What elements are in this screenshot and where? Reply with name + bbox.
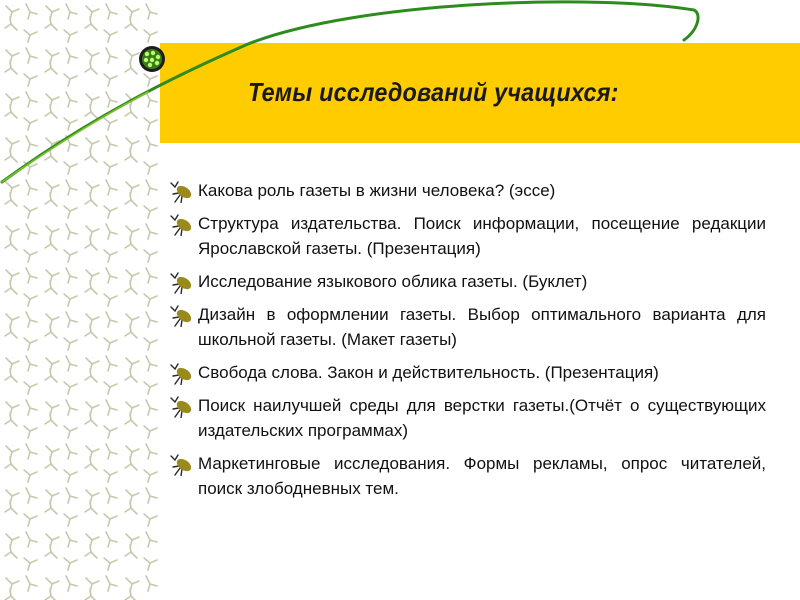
insect-bullet-icon [168, 181, 194, 203]
list-item-text: Поиск наилучшей среды для верстки газеты.(Отчёт о существующих издательских программах) [198, 396, 766, 440]
insect-bullet-icon [168, 305, 194, 327]
list-item [168, 451, 766, 501]
topic-list [168, 178, 766, 509]
insect-bullet-icon [168, 214, 194, 236]
insect-bullet-icon [168, 396, 194, 418]
list-item-text: Исследование языкового облика газеты. (Буклет) [198, 272, 588, 291]
list-item [168, 302, 766, 352]
list-item-text: Дизайн в оформлении газеты. Выбор оптимального варианта для школьной газеты. (Макет газеты) [198, 305, 766, 349]
list-item-text: Какова роль газеты в жизни человека? (эссе) [198, 181, 556, 200]
insect-bullet-icon [168, 272, 194, 294]
decorative-pattern-strip [0, 0, 160, 600]
list-item [168, 178, 766, 203]
list-item [168, 269, 766, 294]
insect-bullet-icon [168, 363, 194, 385]
list-item-text: Маркетинговые исследования. Формы рекламы, опрос читателей, поиск злободневных тем. [198, 454, 766, 498]
list-item [168, 211, 766, 261]
slide-title: Темы исследований учащихся: [248, 77, 619, 107]
insect-bullet-icon [168, 454, 194, 476]
list-item-text: Свобода слова. Закон и действительность. (Презентация) [198, 363, 659, 382]
list-item [168, 360, 766, 385]
list-item [168, 393, 766, 443]
list-item-text: Структура издательства. Поиск информации, посещение редакции Ярославской газеты. (Презентация) [198, 214, 766, 258]
